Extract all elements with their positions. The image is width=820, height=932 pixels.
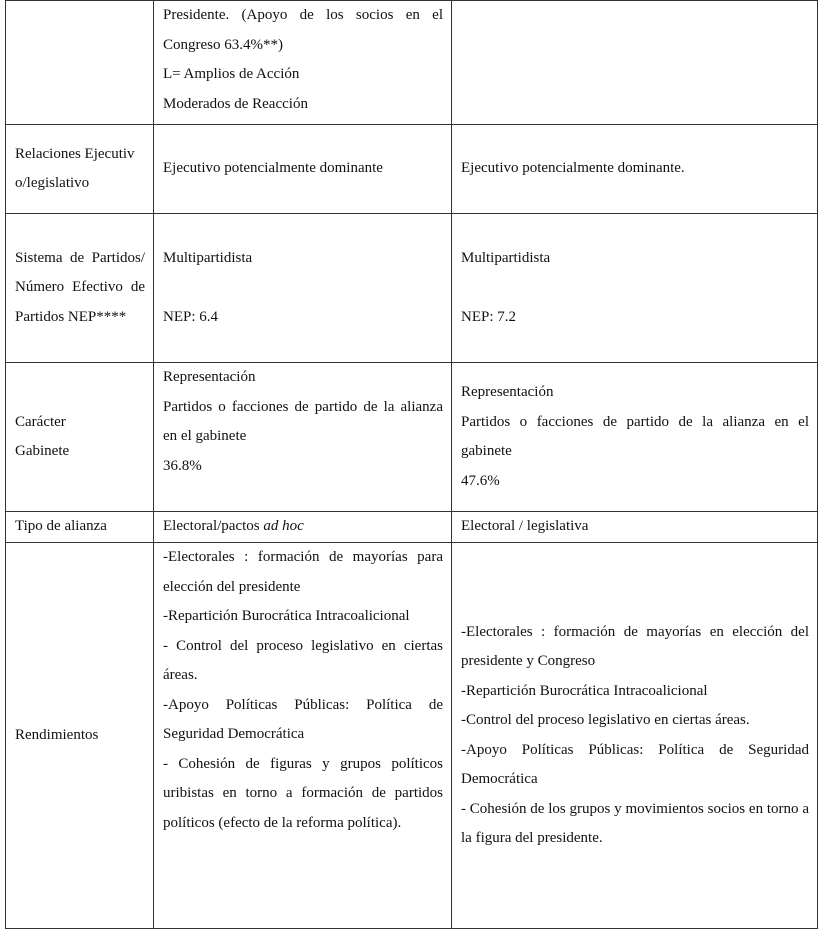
cell-text: Partidos o facciones de partido de la alianza en el gabinete	[461, 413, 809, 459]
cell-text: Moderados de Reacción	[163, 95, 308, 112]
cell-text: Electoral/pactos	[163, 518, 264, 535]
list-item: - Cohesión de los grupos y movimientos socios en torno a la figura del presidente.	[461, 800, 809, 846]
list-item: -Electorales : formación de mayorías en elección del presidente y Congreso	[461, 623, 809, 669]
list-item: -Control del proceso legislativo en ciertas áreas.	[461, 712, 750, 728]
row-label	[6, 1, 154, 125]
table-row	[6, 214, 818, 363]
list-item: -Repartición Burocrática Intracoalicional	[461, 682, 708, 699]
list-item: -Electorales : formación de mayorías para elección del presidente	[163, 549, 443, 595]
row-label-text: Gabinete	[15, 443, 70, 459]
table-row	[6, 363, 818, 512]
comparison-table	[5, 0, 818, 929]
table-row	[6, 1, 818, 125]
cell-col3	[452, 543, 818, 929]
row-label	[6, 363, 154, 512]
list-item: -Repartición Burocrática Intracoalicional	[163, 608, 410, 624]
cell-text: Representación	[461, 384, 554, 400]
table-row	[6, 512, 818, 543]
cell-col2	[154, 363, 452, 512]
cell-text: L= Amplios de Acción	[163, 66, 300, 82]
row-label: Tipo de alianza	[6, 512, 154, 543]
cell-text: NEP: 7.2	[461, 308, 517, 325]
cell-text: Multipartidista	[461, 249, 551, 266]
cell-text: 47.6%	[461, 472, 500, 489]
cell-col3: Ejecutivo potencialmente dominante.	[452, 125, 818, 214]
table-row	[6, 543, 818, 929]
cell-text: Multipartidista	[163, 249, 253, 266]
cell-col2	[154, 512, 452, 543]
row-label: Relaciones Ejecutivo/legislativo	[6, 125, 154, 214]
cell-col3	[452, 214, 818, 363]
cell-col2	[154, 1, 452, 125]
cell-text: Presidente. (Apoyo de los socios en el Congreso 63.4%**)	[163, 7, 443, 53]
list-item: -Apoyo Políticas Públicas: Política de Seguridad Democrática	[461, 741, 809, 787]
list-item: - Cohesión de figuras y grupos políticos uribistas en torno a formación de partidos políticos (efecto de la reforma política).	[163, 755, 443, 831]
list-item: -Apoyo Políticas Públicas: Política de Seguridad Democrática	[163, 696, 443, 742]
cell-text: Partidos o facciones de partido de la alianza en el gabinete	[163, 398, 443, 444]
cell-text-italic: ad hoc	[263, 518, 304, 535]
cell-text: Representación	[163, 369, 256, 385]
cell-col2	[154, 214, 452, 363]
cell-col2	[154, 543, 452, 929]
row-label: Sistema de Partidos/ Número Efectivo de Partidos NEP****	[6, 214, 154, 363]
cell-col3	[452, 363, 818, 512]
cell-text: 36.8%	[163, 457, 202, 474]
cell-col3	[452, 1, 818, 125]
row-label-text: Carácter	[15, 413, 66, 430]
cell-col3: Electoral / legislativa	[452, 512, 818, 543]
list-item: - Control del proceso legislativo en ciertas áreas.	[163, 637, 443, 683]
cell-text: NEP: 6.4	[163, 308, 219, 325]
cell-col2: Ejecutivo potencialmente dominante	[154, 125, 452, 214]
row-label: Rendimientos	[6, 543, 154, 929]
table-row	[6, 125, 818, 214]
